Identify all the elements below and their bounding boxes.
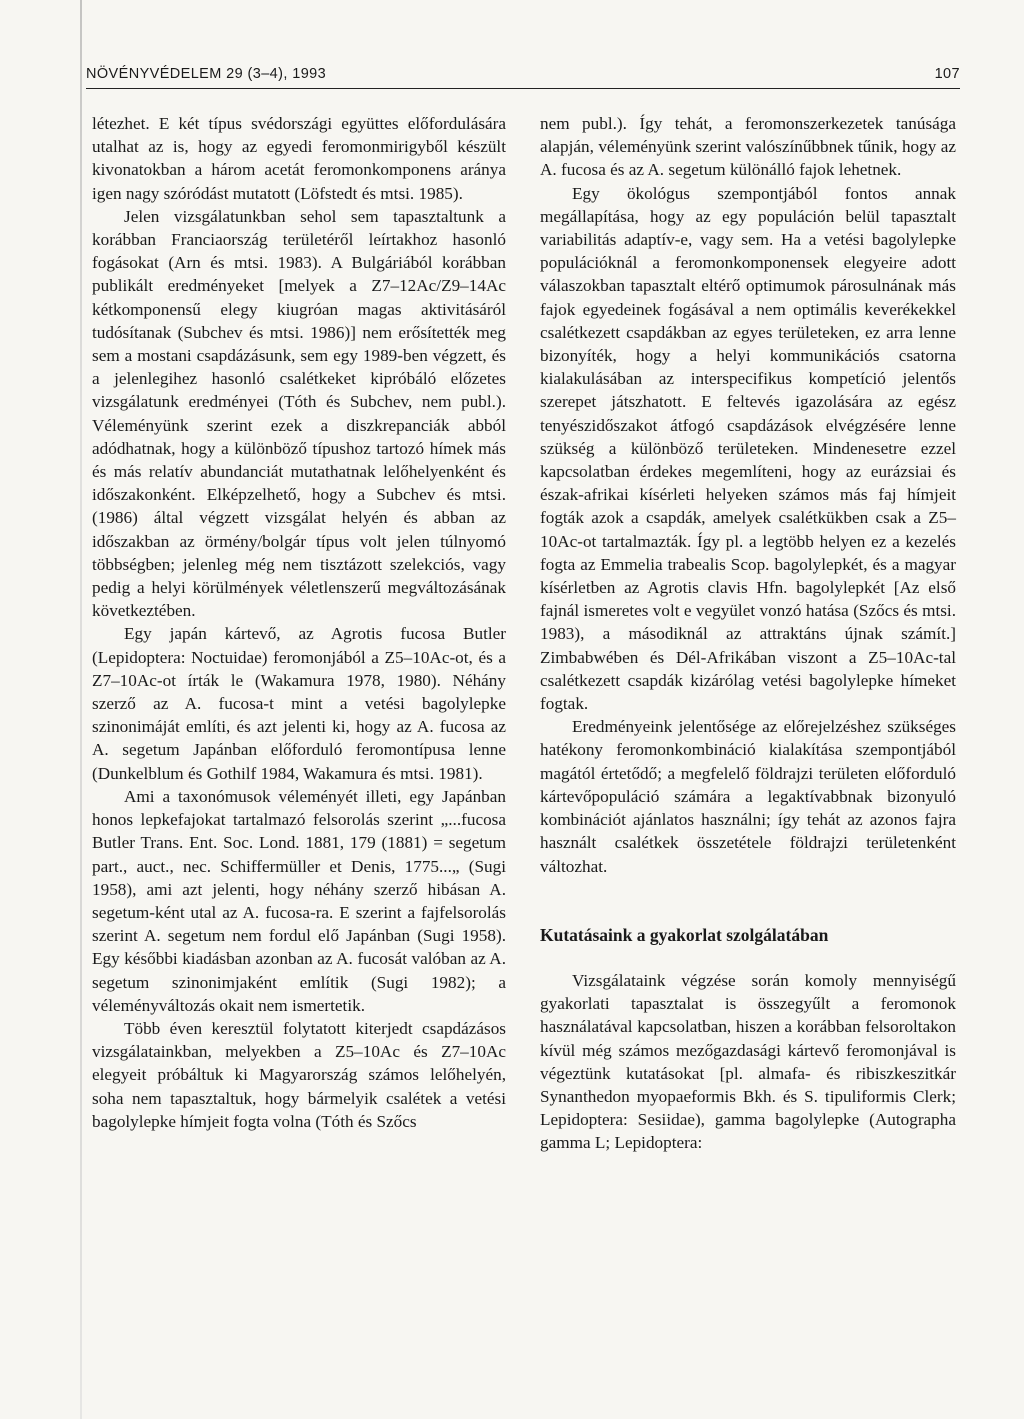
paragraph: Több éven keresztül folytatott kiterjedt csapdázásos vizsgálatainkban, melyekben a Z5–10Ac és Z7–10Ac elegyeit próbáltuk ki Magyarország számos lelőhelyén, soha nem tapasztaltuk, hogy bármelyik csalétek a vetési bagolylepke hímjeit fogta volna (Tóth és Szőcs — [92, 1018, 506, 1131]
paragraph: Egy japán kártevő, az Agrotis fucosa Butler (Lepidoptera: Noctuidae) feromonjából a Z5–10Ac-ot, és a Z7–10Ac-ot írták le (Wakamura 1978, 1980). Néhány szerző az A. fucosa-t mint a vetési bagolylepke szinonimáját említi, és azt jelenti ki, hogy az A. fucosa az A. segetum Japánban előforduló feromontípusa lenne (Dunkelblum és Gothilf 1984, Wakamura és mtsi. 1981). — [92, 624, 506, 783]
right-column — [540, 112, 956, 1155]
paragraph: nem publ.). Így tehát, a feromonszerkezetek tanúsága alapján, véleményünk szerint valószínűbbnek tűnik, hogy az A. fucosa és az A. segetum különálló fajok lehetnek. — [540, 114, 956, 180]
paragraph: Eredményeink jelentősége az előrejelzéshez szükséges hatékony feromonkombináció kialakítása szempontjából magától értetődő; a megfelelő földrajzi területen előforduló kártevőpopuláció számára a legaktívabbnak bizonyuló kombinációt ajánlatos használni; így tehát az azonos fajra használt csalétkek összetétele földrajzi területenként változhat. — [540, 717, 956, 876]
paragraph: Jelen vizsgálatunkban sehol sem tapasztaltunk a korábban Franciaország területéről leírtakhoz hasonló fogásokat (Arn és mtsi. 1983). A Bulgáriából korábban publikált eredményeket [melyek a Z7–12Ac/Z9–14Ac kétkomponensű elegy kiugróan magas aktivitásáról tudósítanak (Subchev és mtsi. 1986)] nem erősítették meg sem a mostani csapdázásunk, sem egy 1989-ben végzett, és a jelenlegihez hasonló csalétkeket kipróbáló előzetes vizsgálatunk eredményei (Tóth és Subchev, nem publ.). Véleményünk szerint ezek a diszkrepanciák abból adódhatnak, hogy a különböző típushoz tartozó hímek más és más relatív abundanciát mutathatnak lelőhelyenként és időszakonként. Elképzelhető, hogy a Subchev és mtsi. (1986) által végzett vizsgálat helyén és abban az időszakban az örmény/bolgár típus volt jelen túlnyomó többségben; jelenleg még nem tisztázott szelekciós, vagy pedig a helyi körülmények véletlenszerű megváltozásának következtében. — [92, 206, 506, 621]
paragraph: létezhet. E két típus svédországi együttes előfordulására utalhat az is, hogy az egyedi feromonmirigyből készült kivonatokban a három acetát feromonkomponens aránya igen nagy szóródást mutatott (Löfstedt és mtsi. 1985). — [92, 114, 506, 203]
scan-edge — [80, 0, 82, 1419]
page-number: 107 — [934, 66, 960, 82]
section-heading: Kutatásaink a gyakorlat szolgálatában — [540, 924, 829, 945]
paragraph: Egy ökológus szempontjából fontos annak megállapítása, hogy az egy populáción belül tapasztalt variabilitás adaptív-e, vagy sem. Ha a vetési bagolylepke populációknál a feromonkomponensek elegyeire adott válaszokban tapasztalt eltérő optimumok párosulnának más fajok egyedeinek fogásával a nem optimális keverékekkel csalétkezett csapdákban az egyes területeken, ez arra lenne bizonyíték, hogy a helyi kommunikációs csatorna kialakulásában az interspecifikus kompetíció jelentős szerepet játszhatott. E feltevés igazolására az egész tenyészidőszakot átfogó csapdázások elvégzésére lenne szükség a különböző területeken. Mindenesetre ezzel kapcsolatban érdekes megemlíteni, hogy az eurázsiai és észak-afrikai kísérleti helyeken számos más faj hímjeit fogták azok a csapdák, amelyek csalétkükben csak a Z5–10Ac-ot tartalmazták. Így pl. a legtöbb helyen ez a kezelés fogta az Emmelia trabealis Scop. bagolylepkét, és a magyar kísérletben az Agrotis clavis Hfn. bagolylepkét [Az első fajnál ismeretes volt e vegyület vonzó hatása (Szőcs és mtsi. 1983), a másodiknál az attraktáns újnak számít.] Zimbabwében és Dél-Afrikában viszont a Z5–10Ac-tal csalétkezett csapdák kizárólag vetési bagolylepke hímeket fogtak. — [540, 183, 956, 714]
paragraph: Ami a taxonómusok véleményét illeti, egy Japánban honos lepkefajokat tartalmazó felsorolás szerint „...fucosa Butler Trans. Ent. Soc. Lond. 1881, 179 (1881) = segetum part., auct., nec. Schiffermüller et Denis, 1775...„ (Sugi 1958), ami azt jelenti, hogy néhány szerző hibásan A. segetum-ként utal az A. fucosa-ra. E szerint a fajfelsorolás szerint A. segetum nem fordul elő Japánban (Sugi 1958). Egy későbbi kiadásban azonban az A. fucosát valóban az A. segetum szinonimjaként említik (Sugi 1982); a véleményváltozás okait nem ismertetik. — [92, 786, 506, 1015]
paragraph: Vizsgálataink végzése során komoly mennyiségű gyakorlati tapasztalat is összegyűlt a feromonok használatával kapcsolatban, hiszen a korábban felsoroltakon kívül még számos mezőgazdasági kártevő feromonjával is végeztünk kutatásokat [pl. almafa- és ribiszkeszitkár Synanthedon myopaeformis Bkh. és S. tipuliformis Clerk; Lepidoptera: Sesiidae), gamma bagolylepke (Autographa gamma L; Lepidoptera: — [540, 970, 956, 1153]
left-column — [92, 112, 506, 1133]
journal-title: NÖVÉNYVÉDELEM 29 (3–4), 1993 — [86, 66, 327, 82]
running-header — [86, 64, 960, 89]
